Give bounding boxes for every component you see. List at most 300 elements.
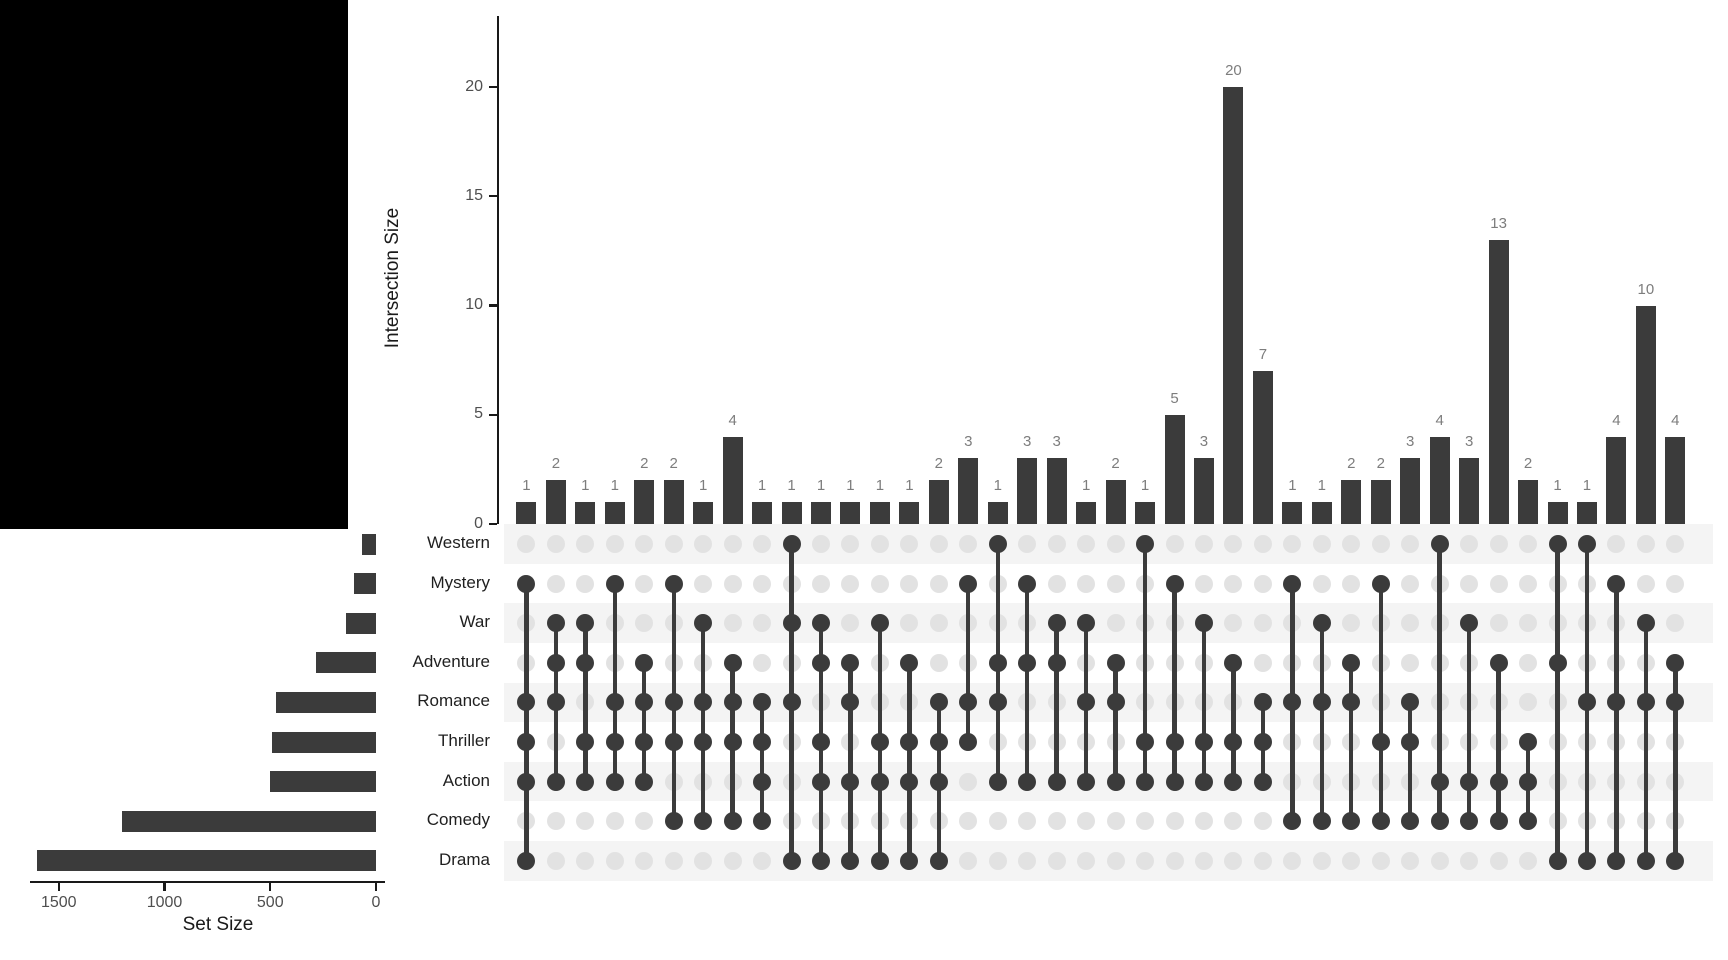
set-size-bar: [346, 613, 376, 634]
intersection-bar: [1459, 458, 1479, 524]
matrix-dot-active: [1018, 575, 1036, 593]
matrix-dot-inactive: [547, 812, 565, 830]
matrix-dot-active: [753, 733, 771, 751]
matrix-connector-line: [1231, 663, 1235, 782]
matrix-dot-active: [959, 575, 977, 593]
intersection-bar-value: 1: [581, 477, 590, 495]
matrix-dot-inactive: [753, 535, 771, 553]
intersection-bar-value: 1: [1140, 477, 1150, 495]
matrix-dot-active: [1401, 733, 1419, 751]
matrix-dot-inactive: [812, 575, 830, 593]
matrix-dot-inactive: [1490, 852, 1508, 870]
matrix-dot-inactive: [989, 852, 1007, 870]
intersection-axis-tick-label: 15: [465, 186, 483, 204]
matrix-dot-active: [1166, 733, 1184, 751]
intersection-bar-value: 1: [610, 477, 619, 495]
matrix-dot-inactive: [1077, 535, 1095, 553]
matrix-dot-active: [606, 773, 624, 791]
matrix-dot-inactive: [547, 852, 565, 870]
matrix-dot-active: [1136, 535, 1154, 553]
matrix-dot-active: [1224, 733, 1242, 751]
matrix-dot-inactive: [1460, 535, 1478, 553]
matrix-dot-inactive: [694, 852, 712, 870]
matrix-dot-active: [1254, 773, 1272, 791]
matrix-dot-active: [606, 575, 624, 593]
matrix-connector-line: [1172, 584, 1176, 782]
matrix-dot-inactive: [576, 852, 594, 870]
matrix-dot-active: [1107, 654, 1125, 672]
intersection-bar: [1017, 458, 1037, 524]
intersection-bar: [811, 502, 831, 524]
matrix-dot-inactive: [1401, 852, 1419, 870]
matrix-dot-inactive: [1077, 852, 1095, 870]
matrix-dot-inactive: [1372, 852, 1390, 870]
matrix-row-label: Action: [442, 770, 490, 790]
matrix-dot-inactive: [606, 812, 624, 830]
matrix-connector-line: [907, 663, 911, 861]
matrix-dot-active: [930, 773, 948, 791]
intersection-bar: [1489, 240, 1509, 524]
matrix-dot-active: [1107, 773, 1125, 791]
intersection-bar: [1400, 458, 1420, 524]
matrix-dot-active: [547, 614, 565, 632]
matrix-dot-active: [1637, 852, 1655, 870]
matrix-connector-line: [1614, 584, 1618, 861]
matrix-dot-active: [635, 773, 653, 791]
intersection-bar: [929, 480, 949, 524]
matrix-dot-inactive: [1107, 812, 1125, 830]
matrix-dot-active: [1342, 812, 1360, 830]
intersection-bar: [1165, 415, 1185, 524]
matrix-dot-active: [841, 654, 859, 672]
matrix-row-label: Comedy: [426, 810, 490, 830]
matrix-dot-inactive: [1254, 654, 1272, 672]
matrix-dot-active: [665, 812, 683, 830]
intersection-bar-value: 7: [1258, 346, 1268, 364]
matrix-dot-active: [1048, 654, 1066, 672]
matrix-connector-line: [583, 623, 587, 781]
matrix-dot-active: [1077, 773, 1095, 791]
matrix-dot-inactive: [1254, 812, 1272, 830]
matrix-dot-inactive: [606, 535, 624, 553]
set-size-bar: [276, 692, 376, 713]
intersection-axis-tick: [489, 86, 497, 88]
intersection-bar: [516, 502, 536, 524]
matrix-connector-line: [1379, 584, 1383, 822]
matrix-connector-line: [642, 663, 646, 782]
intersection-bar: [1665, 437, 1685, 524]
matrix-dot-inactive: [635, 575, 653, 593]
matrix-dot-inactive: [1460, 575, 1478, 593]
matrix-dot-inactive: [606, 852, 624, 870]
matrix-dot-inactive: [1254, 575, 1272, 593]
matrix-dot-inactive: [1136, 852, 1154, 870]
matrix-dot-inactive: [1254, 852, 1272, 870]
matrix-dot-inactive: [1342, 852, 1360, 870]
matrix-dot-active: [724, 693, 742, 711]
intersection-bar-value: 1: [816, 477, 826, 495]
intersection-bar-value: 1: [757, 477, 767, 495]
matrix-dot-active: [841, 773, 859, 791]
intersection-axis-tick-label: 10: [465, 296, 483, 313]
matrix-dot-active: [959, 733, 977, 751]
intersection-bar: [870, 502, 890, 524]
intersection-bar-value: 1: [1553, 477, 1562, 495]
matrix-dot-active: [753, 773, 771, 791]
matrix-connector-line: [1467, 623, 1471, 821]
set-size-bar: [354, 573, 376, 594]
matrix-dot-active: [1313, 812, 1331, 830]
matrix-dot-inactive: [635, 812, 653, 830]
matrix-dot-inactive: [665, 535, 683, 553]
matrix-connector-line: [1644, 623, 1648, 861]
matrix-connector-line: [524, 584, 528, 861]
matrix-connector-line: [1408, 702, 1412, 821]
matrix-dot-inactive: [1224, 575, 1242, 593]
matrix-row-label: Adventure: [412, 651, 490, 671]
matrix-dot-inactive: [753, 852, 771, 870]
intersection-bar-value: 1: [1582, 477, 1592, 495]
matrix-dot-active: [1519, 812, 1537, 830]
matrix-dot-inactive: [1519, 654, 1537, 672]
matrix-dot-inactive: [724, 535, 742, 553]
matrix-dot-inactive: [1372, 535, 1390, 553]
intersection-bar: [988, 502, 1008, 524]
intersection-bar: [1223, 87, 1243, 524]
intersection-size-axis-title: Intersection Size: [382, 207, 403, 349]
set-size-axis-tick: [58, 883, 60, 891]
matrix-dot-inactive: [871, 535, 889, 553]
matrix-dot-active: [547, 654, 565, 672]
matrix-dot-inactive: [1401, 654, 1419, 672]
matrix-dot-active: [900, 733, 918, 751]
intersection-bar-value: 2: [669, 455, 678, 473]
matrix-dot-inactive: [547, 535, 565, 553]
matrix-dot-active: [1637, 614, 1655, 632]
intersection-bar-value: 5: [1170, 389, 1179, 407]
intersection-axis-line: [497, 16, 499, 524]
matrix-dot-active: [1549, 535, 1567, 553]
matrix-dot-active: [1519, 773, 1537, 791]
matrix-connector-line: [966, 584, 970, 742]
intersection-bar-value: 1: [846, 477, 855, 495]
matrix-dot-active: [900, 773, 918, 791]
intersection-bar-value: 3: [964, 433, 973, 451]
intersection-bar: [840, 502, 860, 524]
matrix-dot-inactive: [1666, 575, 1684, 593]
intersection-axis-tick: [489, 195, 497, 197]
matrix-connector-line: [613, 584, 617, 782]
set-size-bar: [362, 534, 376, 555]
matrix-dot-inactive: [1048, 852, 1066, 870]
matrix-dot-inactive: [1195, 852, 1213, 870]
matrix-dot-active: [665, 693, 683, 711]
intersection-bar-value: 1: [875, 477, 885, 495]
matrix-dot-inactive: [1254, 614, 1272, 632]
intersection-axis-tick-label: 0: [474, 514, 483, 532]
intersection-bar-value: 10: [1637, 280, 1655, 298]
intersection-bar-value: 2: [1111, 455, 1120, 473]
matrix-dot-inactive: [930, 654, 948, 672]
matrix-dot-inactive: [1166, 852, 1184, 870]
matrix-dot-active: [871, 773, 889, 791]
matrix-dot-active: [1431, 773, 1449, 791]
matrix-dot-inactive: [724, 852, 742, 870]
matrix-dot-inactive: [841, 575, 859, 593]
matrix-dot-active: [606, 733, 624, 751]
matrix-dot-active: [1460, 812, 1478, 830]
matrix-dot-active: [1018, 654, 1036, 672]
intersection-bar-value: 2: [640, 455, 649, 473]
intersection-bar: [605, 502, 625, 524]
matrix-dot-inactive: [1637, 535, 1655, 553]
intersection-bar-value: 4: [1612, 411, 1621, 429]
matrix-dot-inactive: [1460, 852, 1478, 870]
matrix-dot-inactive: [1637, 575, 1655, 593]
matrix-dot-active: [871, 852, 889, 870]
intersection-bar-value: 2: [934, 455, 943, 473]
matrix-dot-inactive: [753, 575, 771, 593]
intersection-bar: [1341, 480, 1361, 524]
intersection-axis-tick-label: 20: [465, 77, 483, 95]
matrix-dot-active: [1666, 654, 1684, 672]
matrix-dot-active: [1342, 654, 1360, 672]
matrix-dot-inactive: [989, 812, 1007, 830]
matrix-dot-active: [1431, 535, 1449, 553]
set-size-axis-tick-label: 0: [371, 894, 381, 911]
matrix-row-label: Western: [427, 533, 490, 552]
matrix-dot-inactive: [1195, 535, 1213, 553]
matrix-row-label: Thriller: [438, 731, 490, 750]
matrix-dot-inactive: [1313, 575, 1331, 593]
matrix-dot-inactive: [1048, 812, 1066, 830]
matrix-dot-active: [1136, 773, 1154, 791]
matrix-dot-inactive: [1519, 852, 1537, 870]
intersection-bar-value: 1: [787, 477, 796, 495]
matrix-row-label: War: [459, 612, 490, 632]
intersection-bar-value: 2: [551, 455, 561, 473]
matrix-dot-inactive: [1224, 812, 1242, 830]
matrix-row-label: Drama: [438, 849, 490, 869]
matrix-dot-inactive: [959, 852, 977, 870]
matrix-dot-active: [900, 654, 918, 672]
matrix-dot-active: [783, 693, 801, 711]
matrix-dot-inactive: [1048, 575, 1066, 593]
intersection-bar: [575, 502, 595, 524]
intersection-bar-value: 1: [1081, 477, 1091, 495]
matrix-dot-active: [1254, 733, 1272, 751]
matrix-dot-inactive: [959, 812, 977, 830]
set-size-axis-tick: [163, 883, 165, 891]
intersection-bar: [693, 502, 713, 524]
matrix-dot-active: [783, 535, 801, 553]
matrix-dot-active: [783, 614, 801, 632]
intersection-axis-tick: [489, 304, 497, 306]
matrix-dot-active: [1519, 733, 1537, 751]
matrix-dot-inactive: [900, 575, 918, 593]
intersection-bar-value: 1: [522, 477, 531, 495]
matrix-dot-inactive: [1254, 535, 1272, 553]
matrix-dot-inactive: [1166, 812, 1184, 830]
matrix-connector-line: [1496, 663, 1500, 821]
intersection-bar: [1577, 502, 1597, 524]
matrix-connector-line: [1555, 544, 1559, 861]
matrix-dot-active: [1490, 773, 1508, 791]
intersection-bar-value: 2: [1523, 455, 1533, 473]
matrix-dot-active: [665, 575, 683, 593]
intersection-bar-value: 3: [1023, 433, 1032, 451]
intersection-bar: [1282, 502, 1302, 524]
set-size-bar: [272, 732, 376, 753]
matrix-dot-active: [1490, 812, 1508, 830]
matrix-dot-inactive: [1107, 575, 1125, 593]
matrix-dot-active: [1372, 733, 1390, 751]
matrix-dot-inactive: [1077, 575, 1095, 593]
intersection-bar: [899, 502, 919, 524]
intersection-bar: [1606, 437, 1626, 524]
matrix-dot-inactive: [1342, 575, 1360, 593]
matrix-dot-inactive: [930, 614, 948, 632]
intersection-bar: [1076, 502, 1096, 524]
matrix-dot-inactive: [1519, 575, 1537, 593]
matrix-dot-active: [812, 852, 830, 870]
intersection-bar: [1253, 371, 1273, 524]
matrix-dot-active: [1372, 812, 1390, 830]
matrix-dot-inactive: [1195, 575, 1213, 593]
set-size-axis-title: Set Size: [182, 914, 254, 935]
matrix-dot-inactive: [1490, 614, 1508, 632]
matrix-dot-active: [1224, 654, 1242, 672]
matrix-dot-inactive: [1313, 852, 1331, 870]
matrix-dot-inactive: [1077, 812, 1095, 830]
matrix-connector-line: [1113, 663, 1117, 782]
matrix-dot-active: [635, 733, 653, 751]
intersection-bar-value: 4: [728, 411, 737, 429]
intersection-bar: [1371, 480, 1391, 524]
matrix-dot-inactive: [1107, 852, 1125, 870]
set-size-axis-tick-label: 500: [256, 894, 284, 911]
matrix-dot-inactive: [959, 773, 977, 791]
set-size-bar: [270, 771, 376, 792]
matrix-connector-line: [1349, 663, 1353, 821]
intersection-bar-value: 1: [698, 477, 708, 495]
intersection-bar-value: 20: [1225, 62, 1242, 79]
matrix-dot-active: [989, 773, 1007, 791]
matrix-dot-inactive: [871, 575, 889, 593]
matrix-dot-inactive: [812, 535, 830, 553]
matrix-row-label: Mystery: [430, 572, 490, 592]
matrix-dot-active: [547, 773, 565, 791]
matrix-dot-active: [694, 812, 712, 830]
intersection-bar-value: 1: [993, 477, 1002, 495]
matrix-dot-inactive: [665, 852, 683, 870]
matrix-dot-active: [1107, 693, 1125, 711]
matrix-dot-inactive: [724, 575, 742, 593]
matrix-dot-active: [1018, 773, 1036, 791]
matrix-dot-active: [1166, 575, 1184, 593]
matrix-dot-active: [576, 733, 594, 751]
matrix-dot-active: [753, 812, 771, 830]
matrix-connector-line: [760, 702, 764, 821]
matrix-dot-active: [1401, 812, 1419, 830]
matrix-dot-inactive: [1519, 535, 1537, 553]
set-size-axis-tick: [375, 883, 377, 891]
intersection-bar-value: 1: [1317, 477, 1326, 495]
matrix-dot-inactive: [1136, 812, 1154, 830]
matrix-dot-active: [576, 773, 594, 791]
matrix-dot-active: [1578, 852, 1596, 870]
matrix-dot-active: [1431, 812, 1449, 830]
matrix-dot-active: [812, 773, 830, 791]
matrix-dot-inactive: [576, 575, 594, 593]
matrix-connector-line: [1202, 623, 1206, 781]
matrix-dot-active: [812, 733, 830, 751]
matrix-dot-inactive: [1195, 812, 1213, 830]
matrix-dot-active: [1372, 575, 1390, 593]
matrix-dot-active: [1549, 852, 1567, 870]
matrix-dot-active: [1166, 773, 1184, 791]
set-size-bar: [37, 850, 376, 871]
matrix-dot-active: [517, 773, 535, 791]
matrix-dot-inactive: [1018, 812, 1036, 830]
intersection-bar: [634, 480, 654, 524]
intersection-bar: [1312, 502, 1332, 524]
matrix-dot-active: [989, 535, 1007, 553]
intersection-axis-tick-label: 5: [474, 405, 483, 423]
intersection-bar: [1135, 502, 1155, 524]
matrix-dot-inactive: [1313, 535, 1331, 553]
intersection-bar: [1194, 458, 1214, 524]
intersection-bar-value: 3: [1406, 433, 1415, 451]
intersection-bar-value: 13: [1490, 214, 1507, 232]
intersection-bar: [782, 502, 802, 524]
intersection-bar-value: 2: [1376, 455, 1385, 473]
intersection-bar: [1548, 502, 1568, 524]
matrix-dot-active: [517, 575, 535, 593]
matrix-dot-active: [1607, 575, 1625, 593]
matrix-dot-active: [1224, 773, 1242, 791]
intersection-bar-value: 4: [1435, 411, 1444, 429]
matrix-dot-inactive: [576, 812, 594, 830]
matrix-dot-active: [724, 733, 742, 751]
matrix-dot-active: [1283, 812, 1301, 830]
matrix-dot-active: [1578, 535, 1596, 553]
matrix-dot-inactive: [1166, 535, 1184, 553]
intersection-bar-value: 3: [1464, 433, 1474, 451]
matrix-dot-active: [694, 733, 712, 751]
set-size-axis-tick: [269, 883, 271, 891]
intersection-bar-value: 3: [1199, 433, 1209, 451]
intersection-bar-value: 4: [1671, 411, 1680, 429]
matrix-dot-active: [871, 733, 889, 751]
matrix-dot-inactive: [930, 535, 948, 553]
matrix-dot-active: [812, 654, 830, 672]
matrix-dot-active: [635, 654, 653, 672]
intersection-bar: [752, 502, 772, 524]
matrix-connector-line: [1025, 584, 1029, 782]
intersection-axis-tick: [489, 414, 497, 416]
matrix-dot-active: [1460, 773, 1478, 791]
matrix-dot-active: [724, 812, 742, 830]
set-size-axis-tick-label: 1500: [40, 894, 77, 911]
intersection-bar-value: 1: [905, 477, 914, 495]
matrix-dot-inactive: [1018, 852, 1036, 870]
matrix-dot-inactive: [1490, 575, 1508, 593]
matrix-dot-active: [517, 733, 535, 751]
matrix-dot-active: [1048, 773, 1066, 791]
intersection-bar-value: 3: [1052, 433, 1061, 451]
matrix-dot-inactive: [547, 575, 565, 593]
